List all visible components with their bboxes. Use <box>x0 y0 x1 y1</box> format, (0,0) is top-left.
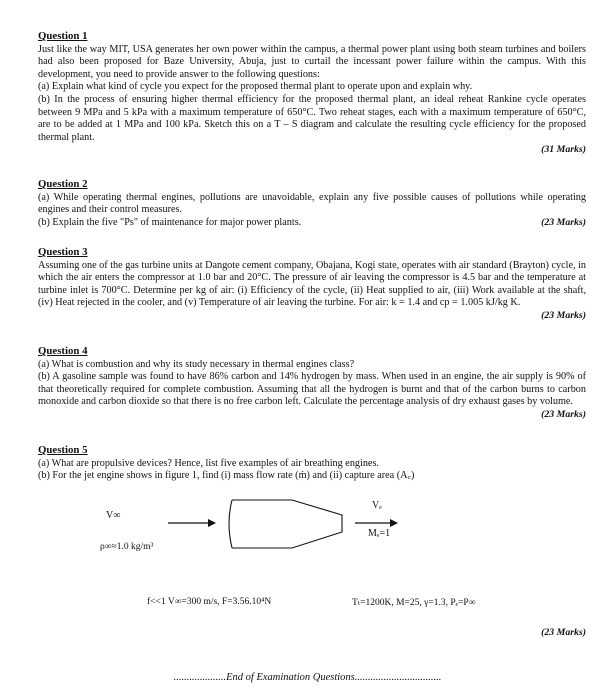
right-conditions: Tₜ=1200K, M=25, γ=1.3, Pₑ=P∞ <box>352 598 476 608</box>
jet-engine-sketch <box>0 490 615 620</box>
question-5 <box>38 444 586 483</box>
inflow-arrow-head <box>208 519 216 527</box>
question-4-marks: (23 Marks) <box>541 408 586 420</box>
question-3-title: Question 3 <box>38 246 88 258</box>
question-1-part-b: (b) In the process of ensuring higher thermal efficiency for the proposed thermal plant, an ideal reheat Rankine cycle operates between 9 MPa and 5 kPa with a maximum temperature of 650°C. Two reheat stages, each with a maximum temperature of 650°C, are to be added at 1 MPa and 100 kPa. Sketch this on a T – S diagram and calculate the resulting cycle efficiency for the proposed thermal plant. <box>38 93 586 143</box>
engine-body <box>232 500 342 548</box>
question-5-marks: (23 Marks) <box>541 627 586 638</box>
end-of-exam: ....................End of Examination Questions................................. <box>173 672 442 683</box>
outflow-arrow-head <box>390 519 398 527</box>
question-2-marks: (23 Marks) <box>541 216 586 228</box>
question-1-part-a: (a) Explain what kind of cycle you expect for the proposed thermal plant to operate upon and explain why. <box>38 81 473 93</box>
question-3-marks: (23 Marks) <box>541 309 586 321</box>
engine-inlet <box>229 500 232 548</box>
mach-exit-label: Mₑ=1 <box>368 528 391 539</box>
jet-engine-figure <box>0 490 615 620</box>
question-4-part-a: (a) What is combustion and why its study necessary in thermal engines class? <box>38 358 355 370</box>
question-4-part-b: (b) A gasoline sample was found to have 86% carbon and 14% hydrogen by mass. When used in an engine, the air supply is 90% of that theoretically required for complete combustion. Assuming that all the hydrogen is burnt and that of the carbon burns to carbon monoxide and carbon dioxide so that there is no free carbon left. Calculate the percentage analysis of dry exhaust gases by volume. <box>38 371 586 408</box>
density-label: ρ∞≈1.0 kg/m³ <box>100 542 154 552</box>
v-infinity-label: V∞ <box>106 510 121 521</box>
question-1-intro: Just like the way MIT, USA generates her own power within the campus, a thermal power plant using both steam turbines and boilers had also been proposed for Baze University, Abuja, just to curtail the incessant power failure within the campus. With this development, you need to provide answer to the following questions: <box>38 43 586 80</box>
ve-label: Vₑ <box>372 500 382 511</box>
question-3-body: Assuming one of the gas turbine units at Dangote cement company, Obajana, Kogi state, operates with air standard (Brayton) cycle, in which the air enters the compressor at 1.0 bar and 20°C. The pressure of air leaving the compressor is 4.5 bar and the temperature at turbine inlet is 700°C. Determine per kg of air: (i) Efficiency of the cycle, (ii) Heat supplied to air, (iii) Work available at the shaft, (iv) Heat rejected in the cooler, and (v) Temperature of air leaving the turbine. For air: k = 1.4 and cp = 1.005 kJ/kg K. <box>38 259 586 309</box>
question-5-marks-row <box>38 627 586 640</box>
question-4 <box>38 345 586 422</box>
question-2-title: Question 2 <box>38 178 88 190</box>
question-5-title: Question 5 <box>38 444 88 456</box>
question-2 <box>38 178 586 229</box>
question-5-part-b: (b) For the jet engine shows in figure 1, find (i) mass flow rate (ṁ) and (ii) capture area (A꜀) <box>38 470 415 482</box>
question-2-part-b: (b) Explain the five "Ps" of maintenance for major power plants. <box>38 216 302 228</box>
question-4-title: Question 4 <box>38 345 88 357</box>
question-1-title: Question 1 <box>38 30 88 42</box>
question-1 <box>38 30 586 157</box>
question-3 <box>38 246 586 323</box>
question-1-marks: (31 Marks) <box>541 144 586 156</box>
question-5-part-a: (a) What are propulsive devices? Hence, list five examples of air breathing engines. <box>38 457 379 469</box>
question-2-part-a: (a) While operating thermal engines, pollutions are unavoidable, explain any five possible causes of pollutions while operating engines and their control measures. <box>38 191 586 216</box>
left-conditions: f<<1 V∞=300 m/s, F=3.56.10⁴N <box>147 597 272 607</box>
